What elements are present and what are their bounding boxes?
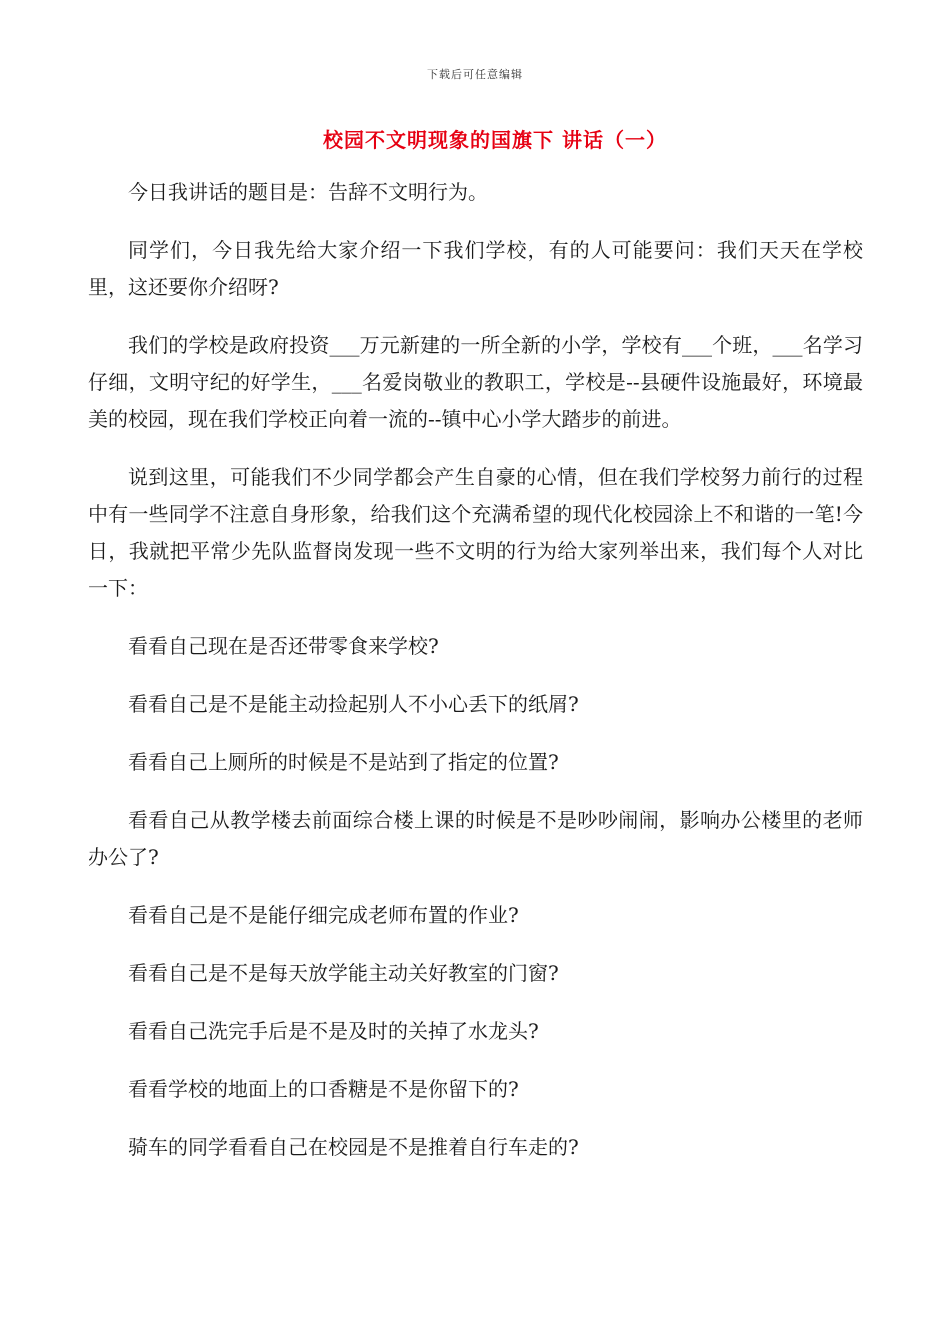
paragraph: 今日我讲话的题目是：告辞不文明行为。	[128, 180, 488, 204]
paragraph: 说到这里，可能我们不少同学都会产生自豪的心情，但在我们学校努力前行的过程中有一些同学不注意自身形象，给我们这个充满希望的现代化校园涂上不和谐的一笔!今日，我就把平常少先队监督岗发现一些不文明的行为给大家列举出来，我们每个人对比一下：	[88, 465, 863, 600]
paragraph: 看看自己上厕所的时候是不是站到了指定的位置?	[128, 750, 559, 774]
header-note: 下载后可任意编辑	[427, 68, 523, 81]
paragraph: 看看自己是不是每天放学能主动关好教室的门窗?	[128, 961, 559, 985]
document-title: 校园不文明现象的国旗下 讲话（一）	[323, 128, 667, 152]
paragraph: 看看自己现在是否还带零食来学校?	[128, 634, 439, 658]
paragraph: 我们的学校是政府投资___万元新建的一所全新的小学，学校有___个班，___名学习仔细，文明守纪的好学生，___名爱岗敬业的教职工，学校是--县硬件设施最好，环境最美的校园，现在我们学校正向着一流的--镇中心小学大踏步的前进。	[88, 333, 863, 431]
paragraph: 看看自己从教学楼去前面综合楼上课的时候是不是吵吵闹闹，影响办公楼里的老师办公了?	[88, 808, 863, 869]
paragraph: 看看自己是不是能仔细完成老师布置的作业?	[128, 903, 519, 927]
paragraph: 骑车的同学看看自己在校园是不是推着自行车走的?	[128, 1135, 579, 1159]
paragraph: 看看学校的地面上的口香糖是不是你留下的?	[128, 1077, 519, 1101]
paragraph: 看看自己洗完手后是不是及时的关掉了水龙头?	[128, 1019, 539, 1043]
paragraph: 同学们，今日我先给大家介绍一下我们学校，有的人可能要问：我们天天在学校里，这还要你介绍呀?	[88, 238, 863, 299]
document-body	[88, 174, 863, 1187]
paragraph: 看看自己是不是能主动捡起别人不小心丢下的纸屑?	[128, 692, 579, 716]
